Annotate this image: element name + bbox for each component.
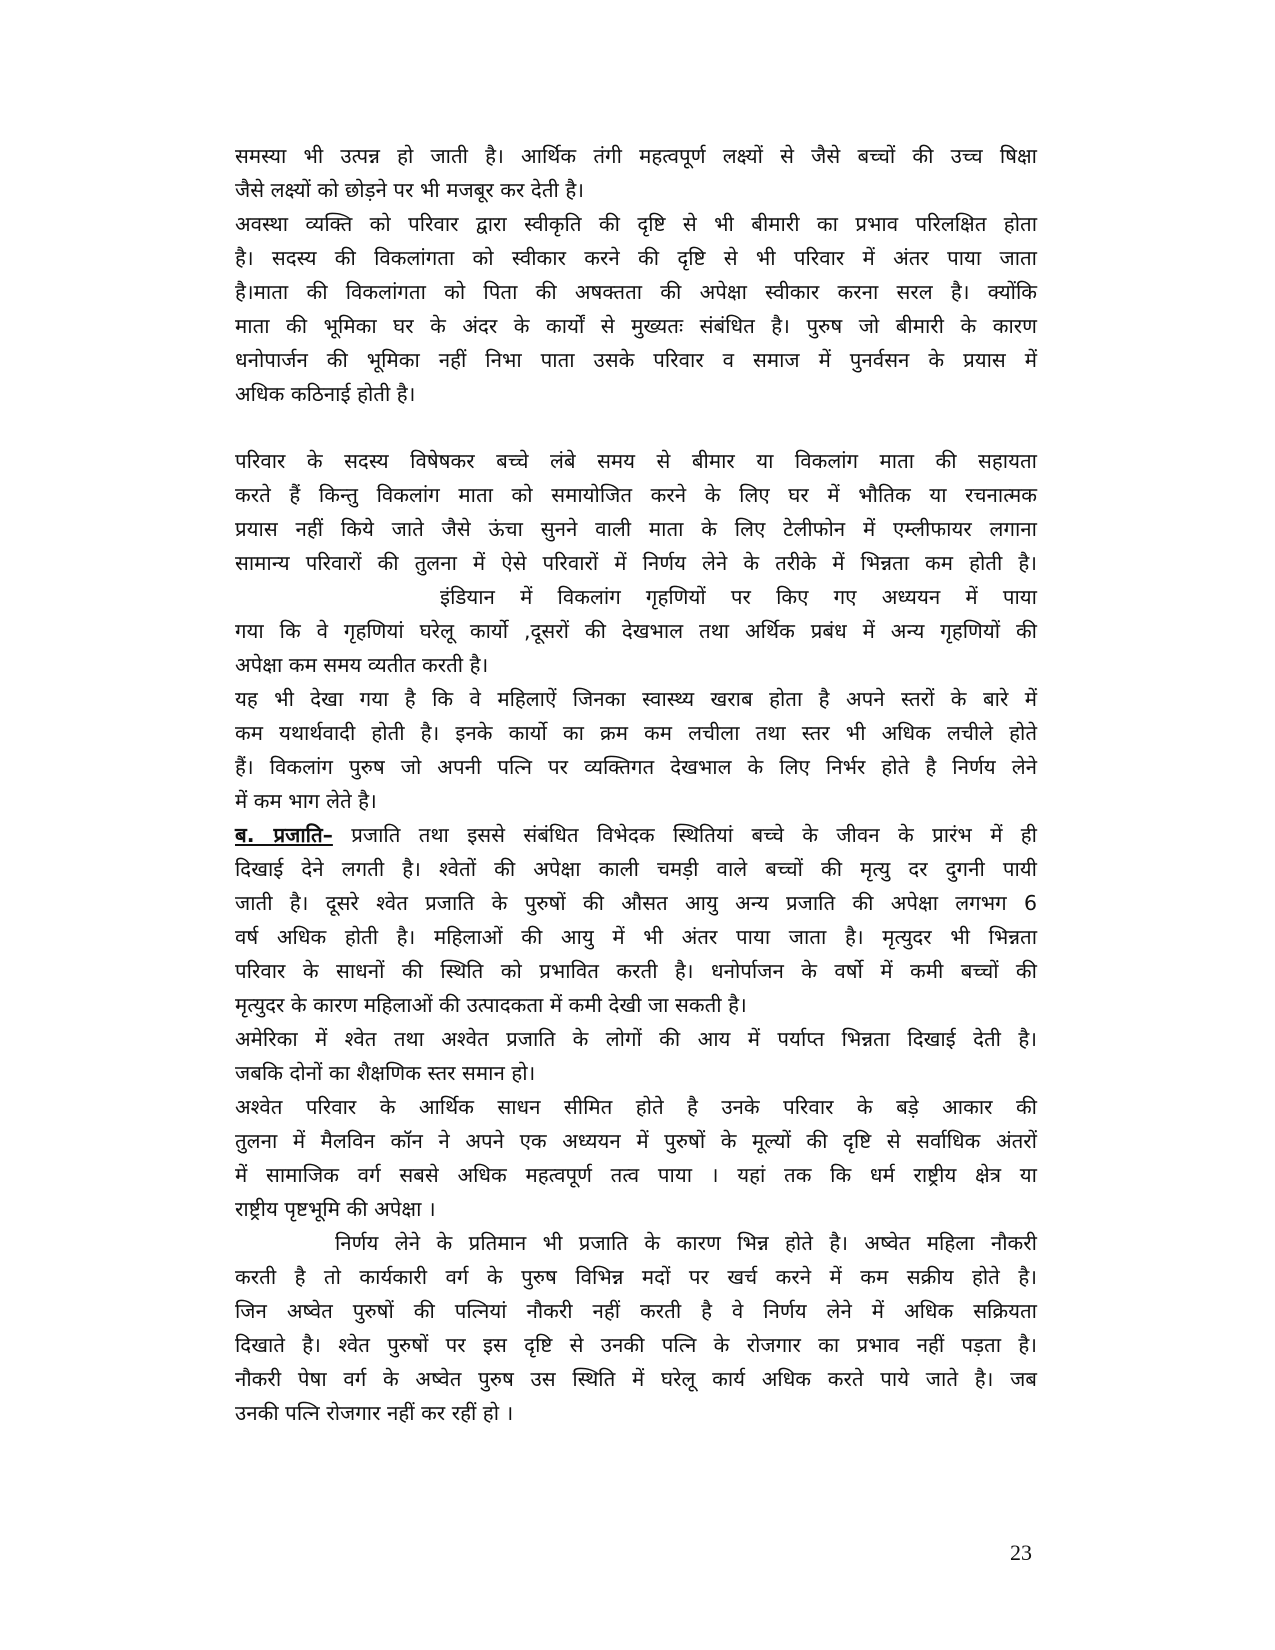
text-line: करते हैं किन्तु विकलांग माता को समायोजित करने के लिए घर में भौतिक या रचनात्मक xyxy=(235,483,1037,507)
text-line: गया कि वे गृहणियां घरेलू कार्यो ,दूसरों की देखभाल तथा अर्थिक प्रबंध में अन्य गृहणियों की xyxy=(235,619,1037,643)
text-line: प्रयास नहीं किये जाते जैसे ऊंचा सुनने वाली माता के लिए टेलीफोन में एम्लीफायर लगाना xyxy=(235,517,1037,541)
text-line: जबकि दोनों का शैक्षणिक स्तर समान हो। xyxy=(235,1061,536,1085)
text-line: जाती है। दूसरे श्वेत प्रजाति के पुरुषों की औसत आयु अन्य प्रजाति की अपेक्षा लगभग 6 xyxy=(235,891,1037,915)
text-line: वर्ष अधिक होती है। महिलाओं की आयु में भी अंतर पाया जाता है। मृत्युदर भी भिन्नता xyxy=(235,925,1037,949)
text-line: अपेक्षा कम समय व्यतीत करती है। xyxy=(235,653,489,677)
text-line: अधिक कठिनाई होती है। xyxy=(235,382,416,406)
text-line: परिवार के साधनों की स्थिति को प्रभावित करती है। धनोर्पाजन के वर्षो में कमी बच्चों की xyxy=(235,959,1037,983)
text-line: है।माता की विकलांगता को पिता की अषक्तता की अपेक्षा स्वीकार करना सरल है। क्योंकि xyxy=(235,280,1037,304)
text-line: में कम भाग लेते है। xyxy=(235,789,377,813)
text-line: अमेरिका में श्वेत तथा अश्वेत प्रजाति के लोगों की आय में पर्याप्त भिन्नता दिखाई देती है। xyxy=(235,1027,1037,1051)
text-line: सामान्य परिवारों की तुलना में ऐसे परिवारों में निर्णय लेने के तरीके में भिन्नता कम होती है। xyxy=(235,551,1037,575)
text-line: इंडियान में विकलांग गृहणियों पर किए गए अध्ययन में पाया xyxy=(440,585,1037,609)
text-line: अश्वेत परिवार के आर्थिक साधन सीमित होते है उनके परिवार के बड़े आकार की xyxy=(235,1095,1037,1119)
section-line xyxy=(235,819,1037,851)
text-line: प्रजाति तथा इससे संबंधित विभेदक स्थितियां बच्चे के जीवन के प्रारंभ में ही xyxy=(332,823,1037,847)
text-line: जैसे लक्ष्यों को छोड़ने पर भी मजबूर कर देती है। xyxy=(235,178,584,202)
text-line: है। सदस्य की विकलांगता को स्वीकार करने की दृष्टि से भी परिवार में अंतर पाया जाता xyxy=(235,246,1037,270)
text-line: नौकरी पेषा वर्ग के अष्वेत पुरुष उस स्थिति में घरेलू कार्य अधिक करते पाये जाते है। जब xyxy=(235,1367,1037,1391)
text-line: में सामाजिक वर्ग सबसे अधिक महत्वपूर्ण तत्व पाया । यहां तक कि धर्म राष्ट्रीय क्षेत्र या xyxy=(235,1163,1037,1187)
text-line: परिवार के सदस्य विषेषकर बच्चे लंबे समय से बीमार या विकलांग माता की सहायता xyxy=(235,449,1037,473)
text-line: दिखाते है। श्वेत पुरुषों पर इस दृष्टि से उनकी पत्नि के रोजगार का प्रभाव नहीं पड़ता है। xyxy=(235,1333,1037,1357)
text-line: करती है तो कार्यकारी वर्ग के पुरुष विभिन्न मदों पर खर्च करने में कम सक्रीय होते है। xyxy=(235,1265,1037,1289)
text-line: मृत्युदर के कारण महिलाओं की उत्पादकता में कमी देखी जा सकती है। xyxy=(235,993,747,1017)
section-heading: ब. प्रजाति– xyxy=(235,823,333,847)
text-line: उनकी पत्नि रोजगार नहीं कर रहीं हो । xyxy=(235,1401,514,1425)
text-line: राष्ट्रीय पृष्टभूमि की अपेक्षा । xyxy=(235,1197,436,1221)
text-line: समस्या भी उत्पन्न हो जाती है। आर्थिक तंगी महत्वपूर्ण लक्ष्यों से जैसे बच्चों की उच्च षिक्षा xyxy=(235,144,1037,168)
text-line: यह भी देखा गया है कि वे महिलाऐं जिनका स्वास्थ्य खराब होता है अपने स्तरों के बारे में xyxy=(235,687,1037,711)
text-line: कम यथार्थवादी होती है। इनके कार्यो का क्रम कम लचीला तथा स्तर भी अधिक लचीले होते xyxy=(235,721,1037,745)
text-line: अवस्था व्यक्ति को परिवार द्वारा स्वीकृति की दृष्टि से भी बीमारी का प्रभाव परिलक्षित होता xyxy=(235,212,1037,236)
text-line: धनोपार्जन की भूमिका नहीं निभा पाता उसके परिवार व समाज में पुनर्वसन के प्रयास में xyxy=(235,348,1037,372)
text-line: माता की भूमिका घर के अंदर के कार्यों से मुख्यतः संबंधित है। पुरुष जो बीमारी के कारण xyxy=(235,314,1037,338)
text-line: तुलना में मैलविन कॉन ने अपने एक अध्ययन में पुरुषों के मूल्यों की दृष्टि से सर्वाधिक अंतरों xyxy=(235,1129,1037,1153)
text-line: निर्णय लेने के प्रतिमान भी प्रजाति के कारण भिन्न होते है। अष्वेत महिला नौकरी xyxy=(335,1231,1037,1255)
text-line: दिखाई देने लगती है। श्वेतों की अपेक्षा काली चमड़ी वाले बच्चों की मृत्यु दर दुगनी पायी xyxy=(235,857,1037,881)
text-line: हैं। विकलांग पुरुष जो अपनी पत्नि पर व्यक्तिगत देखभाल के लिए निर्भर होते है निर्णय लेने xyxy=(235,755,1037,779)
text-line: जिन अष्वेत पुरुषों की पत्नियां नौकरी नहीं करती है वे निर्णय लेने में अधिक सक्रियता xyxy=(235,1299,1037,1323)
page-number: 23 xyxy=(1010,1540,1032,1565)
